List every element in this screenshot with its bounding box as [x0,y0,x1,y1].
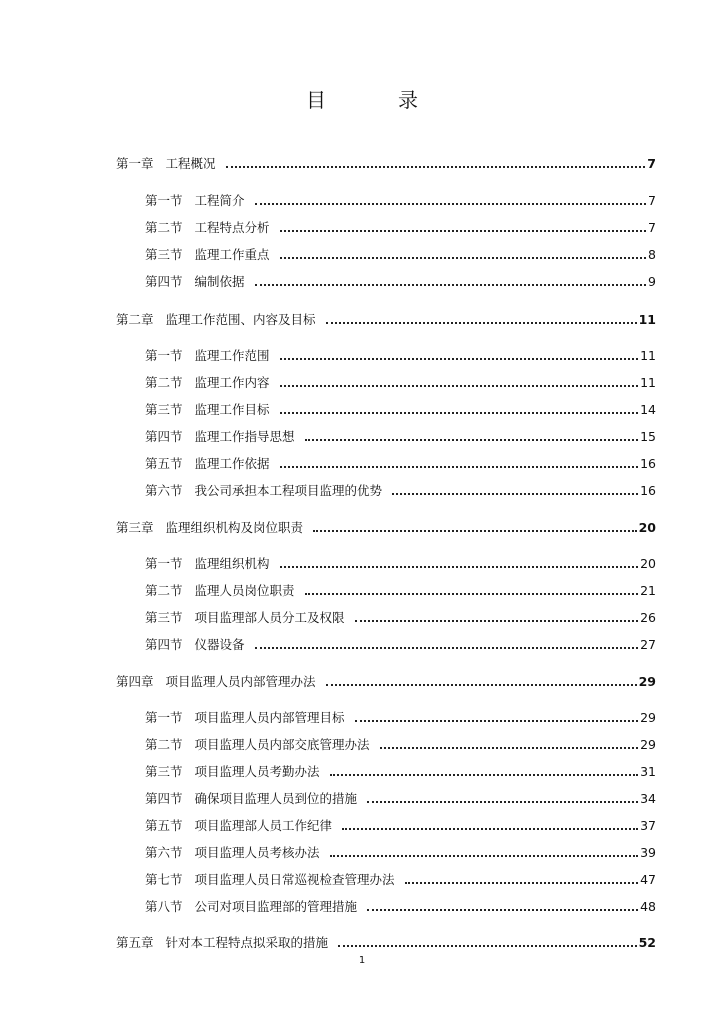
dot-leader [305,592,639,595]
entry-number: 第四节 [145,429,183,444]
toc-section-entry[interactable] [145,245,656,263]
entry-number: 第三节 [145,247,183,262]
entry-page-number: 11 [640,374,656,390]
entry-title: 监理组织机构 [194,556,270,571]
dot-leader [255,646,639,649]
dot-leader [326,321,637,324]
entry-title: 确保项目监理人员到位的措施 [194,791,358,806]
toc-section-entry[interactable] [145,762,656,780]
dot-leader [380,746,639,749]
entry-title: 监理工作目标 [194,402,270,417]
toc-section-entry[interactable] [145,454,656,472]
dot-leader [355,719,639,722]
entry-number: 第一节 [145,193,183,208]
entry-title: 监理工作重点 [194,247,270,262]
dot-leader [226,165,646,168]
entry-page-number: 7 [648,219,656,235]
dot-leader [280,384,639,387]
entry-number: 第一节 [145,710,183,725]
dot-leader [367,908,638,911]
entry-page-number: 27 [640,636,656,652]
entry-page-number: 20 [638,519,656,535]
toc-section-entry[interactable] [145,373,656,391]
entry-page-number: 7 [647,155,656,171]
dot-leader [280,229,646,232]
entry-title: 监理工作范围 [194,348,270,363]
dot-leader [355,619,639,622]
entry-page-number: 7 [648,192,656,208]
dot-leader [338,944,637,947]
dot-leader [330,854,639,857]
toc-section-entry[interactable] [145,218,656,236]
toc-section-entry[interactable] [145,789,656,807]
entry-page-number: 11 [640,347,656,363]
entry-page-number: 29 [640,736,656,752]
toc-section-entry[interactable] [145,427,656,445]
toc-section-entry[interactable] [145,870,656,888]
dot-leader [367,800,638,803]
entry-number: 第五章 [116,935,154,950]
dot-leader [280,565,639,568]
entry-number: 第一章 [116,156,154,171]
entry-number: 第五节 [145,818,183,833]
toc-section-entry[interactable] [145,735,656,753]
entry-title: 监理组织机构及岗位职责 [165,520,304,535]
entry-title: 项目监理人员考勤办法 [194,764,320,779]
entry-page-number: 47 [640,871,656,887]
entry-title: 项目监理部人员分工及权限 [194,610,345,625]
entry-page-number: 37 [640,817,656,833]
entry-title: 项目监理人员考核办法 [194,845,320,860]
entry-page-number: 15 [640,428,656,444]
entry-title: 监理工作依据 [194,456,270,471]
entry-number: 第七节 [145,872,183,887]
entry-page-number: 21 [640,582,656,598]
entry-title: 我公司承担本工程项目监理的优势 [194,483,383,498]
entry-title: 仪器设备 [194,637,245,652]
toc-section-entry[interactable] [145,843,656,861]
entry-number: 第二节 [145,737,183,752]
toc-section-entry[interactable] [145,481,656,499]
toc-chapter-entry[interactable] [116,933,656,951]
entry-title: 编制依据 [194,274,245,289]
dot-leader [280,411,639,414]
entry-number: 第二章 [116,312,154,327]
dot-leader [405,881,639,884]
dot-leader [255,202,646,205]
entry-page-number: 29 [640,709,656,725]
toc-chapter-entry[interactable] [116,518,656,536]
entry-page-number: 52 [638,934,656,950]
entry-page-number: 39 [640,844,656,860]
entry-number: 第八节 [145,899,183,914]
dot-leader [305,438,639,441]
entry-page-number: 20 [640,555,656,571]
toc-section-entry[interactable] [145,272,656,290]
toc-section-entry[interactable] [145,346,656,364]
dot-leader [313,529,637,532]
entry-number: 第六节 [145,845,183,860]
entry-page-number: 8 [648,246,656,262]
toc-title: 目 录 [306,88,444,112]
toc-section-entry[interactable] [145,191,656,209]
toc-section-entry[interactable] [145,400,656,418]
entry-number: 第三节 [145,402,183,417]
entry-number: 第一节 [145,556,183,571]
entry-title: 监理工作范围、内容及目标 [165,312,316,327]
entry-title: 项目监理部人员工作纪律 [194,818,333,833]
toc-chapter-entry[interactable] [116,310,656,328]
entry-title: 针对本工程特点拟采取的措施 [165,935,329,950]
entry-title: 监理工作指导思想 [194,429,295,444]
entry-number: 第四节 [145,637,183,652]
entry-number: 第一节 [145,348,183,363]
entry-page-number: 29 [638,673,656,689]
entry-page-number: 48 [640,898,656,914]
dot-leader [330,773,639,776]
entry-page-number: 11 [638,311,656,327]
toc-section-entry[interactable] [145,816,656,834]
entry-number: 第二节 [145,220,183,235]
dot-leader [280,256,646,259]
entry-title: 项目监理人员内部管理目标 [194,710,345,725]
toc-section-entry[interactable] [145,635,656,653]
toc-section-entry[interactable] [145,897,656,915]
entry-page-number: 26 [640,609,656,625]
entry-number: 第二节 [145,375,183,390]
dot-leader [326,683,637,686]
dot-leader [342,827,638,830]
entry-title: 项目监理人员内部交底管理办法 [194,737,370,752]
entry-page-number: 16 [640,482,656,498]
entry-page-number: 16 [640,455,656,471]
entry-page-number: 34 [640,790,656,806]
toc-section-entry[interactable] [145,581,656,599]
entry-title: 公司对项目监理部的管理措施 [194,899,358,914]
toc-section-entry[interactable] [145,708,656,726]
entry-number: 第六节 [145,483,183,498]
entry-title: 工程简介 [194,193,245,208]
toc-section-entry[interactable] [145,554,656,572]
entry-number: 第四节 [145,274,183,289]
entry-page-number: 9 [648,273,656,289]
entry-title: 工程概况 [165,156,216,171]
page-number: 1 [358,955,366,966]
entry-title: 工程特点分析 [194,220,270,235]
entry-title: 项目监理人员日常巡视检查管理办法 [194,872,395,887]
entry-number: 第四节 [145,791,183,806]
dot-leader [280,465,639,468]
toc-chapter-entry[interactable] [116,154,656,172]
dot-leader [280,357,639,360]
dot-leader [255,283,646,286]
toc-chapter-entry[interactable] [116,672,656,690]
entry-number: 第四章 [116,674,154,689]
entry-number: 第三节 [145,610,183,625]
toc-section-entry[interactable] [145,608,656,626]
entry-number: 第二节 [145,583,183,598]
entry-page-number: 14 [640,401,656,417]
entry-number: 第三节 [145,764,183,779]
entry-number: 第五节 [145,456,183,471]
entry-page-number: 31 [640,763,656,779]
entry-number: 第三章 [116,520,154,535]
dot-leader [392,492,638,495]
entry-title: 监理人员岗位职责 [194,583,295,598]
entry-title: 监理工作内容 [194,375,270,390]
entry-title: 项目监理人员内部管理办法 [165,674,316,689]
